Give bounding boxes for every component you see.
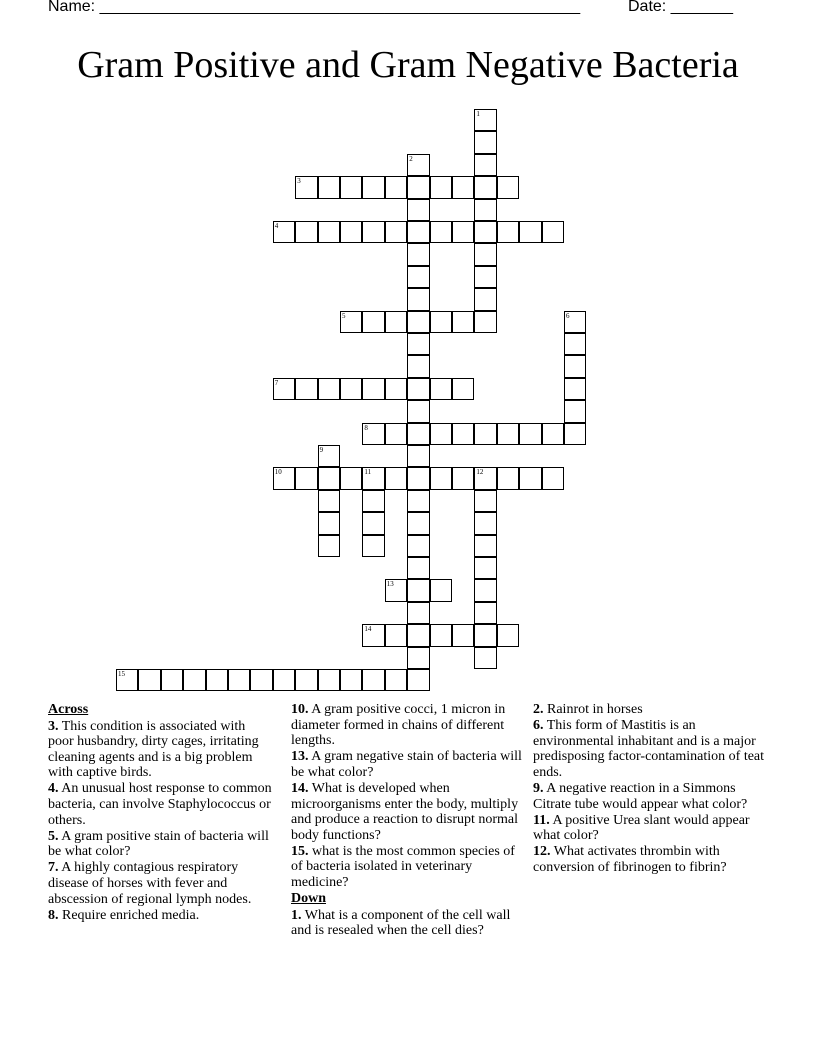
- crossword-cell[interactable]: [452, 378, 474, 400]
- clue-text: An unusual host response to common bacteria, can involve Staphylococcus or others.: [48, 781, 272, 828]
- clue-item: [533, 813, 768, 844]
- crossword-cell[interactable]: [407, 535, 429, 557]
- crossword-cell[interactable]: [318, 221, 340, 243]
- cell-number: 14: [364, 625, 372, 634]
- across-heading: Across: [48, 702, 89, 717]
- clue-number: 9.: [533, 780, 544, 796]
- crossword-cell[interactable]: [497, 423, 519, 445]
- cell-number: 11: [364, 468, 372, 477]
- crossword-cell[interactable]: [474, 154, 496, 176]
- cell-number: 10: [274, 468, 282, 477]
- crossword-cell[interactable]: [340, 221, 362, 243]
- crossword-cell[interactable]: [542, 423, 564, 445]
- clues-column-2: [291, 702, 526, 939]
- crossword-cell[interactable]: [385, 579, 407, 601]
- crossword-cell[interactable]: [407, 199, 429, 221]
- crossword-cell[interactable]: [295, 176, 317, 198]
- crossword-cell[interactable]: [497, 624, 519, 646]
- clue-number: 5.: [48, 828, 59, 844]
- clue-text: what is the most common species of of bacteria isolated in veterinary medicine?: [291, 843, 515, 891]
- cell-number: 7: [274, 378, 279, 387]
- crossword-cell[interactable]: [407, 512, 429, 534]
- clue-text: What activates thrombin with conversion of fibrinogen to fibrin?: [533, 844, 727, 875]
- clue-text: What is developed when microorganisms enter the body, multiply and produce a reaction to disrupt normal body functions?: [291, 780, 519, 843]
- clue-number: 7.: [48, 860, 59, 876]
- clue-number: 4.: [48, 781, 59, 797]
- crossword-cell[interactable]: [474, 557, 496, 579]
- crossword-cell[interactable]: [340, 311, 362, 333]
- crossword-cell[interactable]: [250, 669, 272, 691]
- crossword-cell[interactable]: [430, 624, 452, 646]
- cell-number: 13: [386, 580, 394, 589]
- clue-number: 13.: [291, 749, 309, 765]
- crossword-cell[interactable]: [519, 221, 541, 243]
- crossword-cell[interactable]: [385, 467, 407, 489]
- crossword-cell[interactable]: [564, 355, 586, 377]
- clue-item: [48, 719, 273, 781]
- clue-text: A gram negative stain of bacteria will be what color?: [291, 749, 522, 780]
- crossword-cell[interactable]: [385, 176, 407, 198]
- crossword-cell[interactable]: [407, 311, 429, 333]
- crossword-cell[interactable]: [318, 467, 340, 489]
- crossword-cell[interactable]: [318, 512, 340, 534]
- crossword-cell[interactable]: [474, 535, 496, 557]
- crossword-cell[interactable]: [362, 512, 384, 534]
- crossword-cell[interactable]: [564, 333, 586, 355]
- crossword-cell[interactable]: [206, 669, 228, 691]
- crossword-cell[interactable]: [407, 647, 429, 669]
- crossword-cell[interactable]: [385, 423, 407, 445]
- clue-text: Require enriched media.: [58, 907, 200, 923]
- crossword-cell[interactable]: [474, 602, 496, 624]
- crossword-cell[interactable]: [474, 266, 496, 288]
- crossword-cell[interactable]: [407, 288, 429, 310]
- clue-text: A positive Urea slant would appear what color?: [533, 812, 750, 844]
- crossword-cell[interactable]: [564, 311, 586, 333]
- crossword-cell[interactable]: [362, 423, 384, 445]
- clue-text: A gram positive stain of bacteria will be what color?: [48, 828, 269, 860]
- clue-item: [291, 702, 526, 749]
- crossword-cell[interactable]: [407, 221, 429, 243]
- crossword-cell[interactable]: [430, 176, 452, 198]
- crossword-cell[interactable]: [385, 311, 407, 333]
- crossword-cell[interactable]: [407, 243, 429, 265]
- crossword-cell[interactable]: [407, 579, 429, 601]
- clue-item: [533, 781, 768, 812]
- down-clue-list: [291, 908, 526, 939]
- crossword-cell[interactable]: [407, 266, 429, 288]
- crossword-cell[interactable]: [430, 467, 452, 489]
- crossword-cell[interactable]: [228, 669, 250, 691]
- crossword-cell[interactable]: [340, 467, 362, 489]
- crossword-cell[interactable]: [385, 378, 407, 400]
- crossword-cell[interactable]: [340, 669, 362, 691]
- crossword-cell[interactable]: [474, 512, 496, 534]
- crossword-cell[interactable]: [407, 355, 429, 377]
- crossword-cell[interactable]: [430, 221, 452, 243]
- name-field-label[interactable]: Name: ______________________________________________________: [48, 0, 581, 15]
- crossword-cell[interactable]: [407, 624, 429, 646]
- crossword-cell[interactable]: [519, 467, 541, 489]
- clue-item: [533, 844, 768, 875]
- crossword-cell[interactable]: [385, 669, 407, 691]
- crossword-cell[interactable]: [474, 624, 496, 646]
- crossword-cell[interactable]: [564, 400, 586, 422]
- clue-number: 11.: [533, 812, 550, 828]
- clue-item: [291, 781, 526, 843]
- clue-item: [48, 781, 273, 828]
- crossword-cell[interactable]: [452, 221, 474, 243]
- clue-number: 2.: [533, 702, 544, 717]
- clue-number: 15.: [291, 843, 309, 859]
- crossword-cell[interactable]: [474, 176, 496, 198]
- clue-item: [48, 908, 273, 924]
- crossword-cell[interactable]: [161, 669, 183, 691]
- crossword-cell[interactable]: [474, 288, 496, 310]
- crossword-cell[interactable]: [340, 176, 362, 198]
- crossword-cell[interactable]: [474, 647, 496, 669]
- crossword-cell[interactable]: [430, 378, 452, 400]
- clue-item: [48, 829, 273, 860]
- crossword-cell[interactable]: [295, 467, 317, 489]
- crossword-cell[interactable]: [497, 221, 519, 243]
- crossword-cell[interactable]: [362, 624, 384, 646]
- crossword-cell[interactable]: [407, 176, 429, 198]
- crossword-cell[interactable]: [474, 109, 496, 131]
- crossword-cell[interactable]: [452, 176, 474, 198]
- crossword-cell[interactable]: [273, 467, 295, 489]
- cell-number: 9: [319, 446, 324, 454]
- crossword-cell[interactable]: [318, 490, 340, 512]
- crossword-cell[interactable]: [430, 311, 452, 333]
- crossword-cell[interactable]: [295, 221, 317, 243]
- cell-number: 3: [297, 177, 301, 186]
- clue-item: [291, 749, 526, 780]
- crossword-cell[interactable]: [407, 154, 429, 176]
- crossword-cell[interactable]: [362, 490, 384, 512]
- crossword-cell[interactable]: [542, 221, 564, 243]
- crossword-cell[interactable]: [452, 624, 474, 646]
- clue-number: 1.: [291, 907, 302, 923]
- crossword-cell[interactable]: [407, 557, 429, 579]
- cell-number: 8: [364, 423, 368, 432]
- clue-text: A negative reaction in a Simmons Citrate tube would appear what color?: [533, 780, 748, 812]
- clue-item: [291, 844, 526, 891]
- clue-number: 8.: [48, 907, 59, 923]
- clue-number: 10.: [291, 702, 309, 717]
- crossword-cell[interactable]: [452, 423, 474, 445]
- clue-text: A highly contagious respiratory disease of horses with fever and abscession of regional lymph nodes.: [48, 860, 252, 907]
- crossword-cell[interactable]: [474, 579, 496, 601]
- crossword-cell[interactable]: [362, 221, 384, 243]
- crossword-cell[interactable]: [295, 669, 317, 691]
- clue-item: [291, 908, 526, 939]
- crossword-cell[interactable]: [318, 445, 340, 467]
- crossword-cell[interactable]: [385, 221, 407, 243]
- clues-column-3: [533, 702, 768, 876]
- clue-text: What is a component of the cell wall and is resealed when the cell dies?: [291, 907, 511, 939]
- crossword-cell[interactable]: [407, 378, 429, 400]
- crossword-cell[interactable]: [407, 602, 429, 624]
- crossword-cell[interactable]: [497, 467, 519, 489]
- crossword-cell[interactable]: [430, 423, 452, 445]
- crossword-cell[interactable]: [474, 311, 496, 333]
- clue-number: 12.: [533, 844, 551, 860]
- crossword-cell[interactable]: [407, 400, 429, 422]
- cell-number: 12: [476, 468, 484, 477]
- cell-number: 6: [566, 311, 570, 320]
- clue-text: This form of Mastitis is an environmental inhabitant and is a major predisposing factor-contamination of teat ends.: [533, 718, 765, 780]
- crossword-cell[interactable]: [474, 467, 496, 489]
- clue-text: A gram positive cocci, 1 micron in diameter formed in chains of different lengths.: [291, 702, 506, 749]
- crossword-cell[interactable]: [273, 378, 295, 400]
- crossword-cell[interactable]: [385, 624, 407, 646]
- crossword-cell[interactable]: [362, 311, 384, 333]
- clue-item: [48, 860, 273, 907]
- clue-text: This condition is associated with poor husbandry, dirty cages, irritating cleaning agents and is a big problem with captive birds.: [48, 718, 259, 781]
- crossword-cell[interactable]: [362, 378, 384, 400]
- clue-number: 6.: [533, 718, 544, 734]
- across-clue-list: [48, 719, 273, 924]
- crossword-cell[interactable]: [452, 311, 474, 333]
- crossword-cell[interactable]: [564, 423, 586, 445]
- crossword-cell[interactable]: [407, 490, 429, 512]
- clue-number: 3.: [48, 718, 59, 734]
- cell-number: 4: [274, 222, 279, 230]
- crossword-cell[interactable]: [474, 131, 496, 153]
- clue-text: Rainrot in horses: [543, 702, 643, 717]
- crossword-cell[interactable]: [407, 333, 429, 355]
- clue-item: [533, 702, 768, 718]
- clues-column-1: [48, 702, 273, 924]
- crossword-cell[interactable]: [183, 669, 205, 691]
- crossword-cell[interactable]: [474, 243, 496, 265]
- crossword-cell[interactable]: [362, 467, 384, 489]
- crossword-cell[interactable]: [362, 669, 384, 691]
- crossword-cell[interactable]: [542, 467, 564, 489]
- crossword-cell[interactable]: [407, 445, 429, 467]
- crossword-cell[interactable]: [452, 467, 474, 489]
- clue-item: [533, 718, 768, 780]
- crossword-cell[interactable]: [407, 669, 429, 691]
- crossword-cell[interactable]: [138, 669, 160, 691]
- crossword-cell[interactable]: [474, 199, 496, 221]
- down-clue-list-continued: [533, 702, 768, 876]
- crossword-cell[interactable]: [362, 535, 384, 557]
- crossword-cell[interactable]: [318, 176, 340, 198]
- page-title: Gram Positive and Gram Negative Bacteria: [77, 44, 739, 86]
- crossword-cell[interactable]: [273, 669, 295, 691]
- crossword-cell[interactable]: [116, 669, 138, 691]
- crossword-cell[interactable]: [318, 669, 340, 691]
- date-field-label[interactable]: Date: _______: [628, 0, 733, 15]
- crossword-cell[interactable]: [474, 221, 496, 243]
- crossword-cell[interactable]: [407, 423, 429, 445]
- across-clue-list-continued: [291, 702, 526, 891]
- down-heading: Down: [291, 891, 327, 907]
- crossword-cell[interactable]: [318, 535, 340, 557]
- crossword-cell[interactable]: [295, 378, 317, 400]
- crossword-cell[interactable]: [564, 378, 586, 400]
- crossword-cell[interactable]: [497, 176, 519, 198]
- crossword-cell[interactable]: [407, 467, 429, 489]
- crossword-cell[interactable]: [273, 221, 295, 243]
- cell-number: 1: [476, 110, 480, 118]
- crossword-cell[interactable]: [519, 423, 541, 445]
- cell-number: 2: [409, 154, 413, 163]
- crossword-cell[interactable]: [474, 423, 496, 445]
- crossword-cell[interactable]: [318, 378, 340, 400]
- crossword-cell[interactable]: [362, 176, 384, 198]
- crossword-cell[interactable]: [340, 378, 362, 400]
- crossword-cell[interactable]: [430, 579, 452, 601]
- cell-number: 5: [342, 311, 346, 320]
- clue-number: 14.: [291, 780, 309, 796]
- cell-number: 15: [118, 670, 125, 678]
- crossword-cell[interactable]: [474, 490, 496, 512]
